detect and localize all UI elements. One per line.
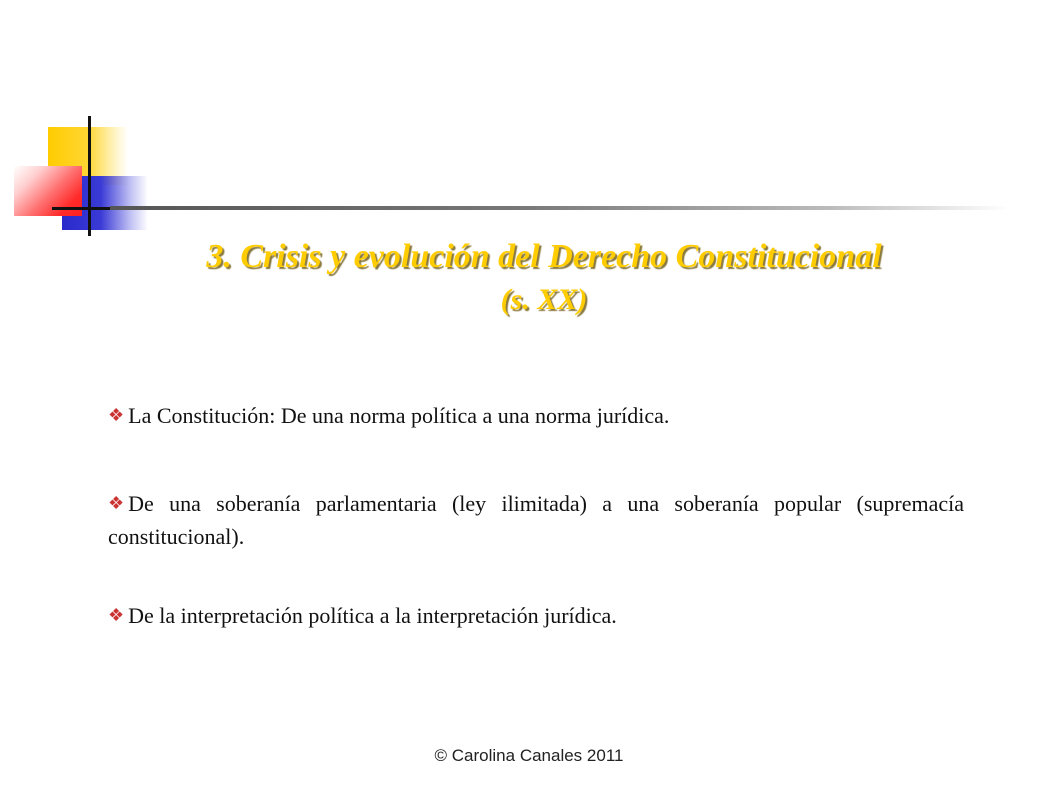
slide-title bbox=[90, 232, 998, 318]
bullet-item bbox=[108, 488, 964, 553]
slide-title-line2: (s. XX) bbox=[500, 283, 588, 316]
decorative-short-line bbox=[52, 207, 112, 210]
bullet-text: La Constitución: De una norma política a una norma jurídica. bbox=[128, 403, 670, 428]
diamond-bullet-icon: ❖ bbox=[108, 605, 125, 625]
slide-title-line1: 3. Crisis y evolución del Derecho Constitucional bbox=[206, 238, 882, 275]
bullet-item bbox=[108, 600, 964, 633]
bullet-item bbox=[108, 400, 964, 433]
footer-copyright: © Carolina Canales 2011 bbox=[434, 746, 624, 765]
title-divider-line bbox=[110, 206, 1010, 210]
decorative-vertical-line bbox=[88, 116, 91, 236]
bullet-text: De una soberanía parlamentaria (ley ilimitada) a una soberanía popular (supremacía constitucional). bbox=[108, 491, 964, 549]
diamond-bullet-icon: ❖ bbox=[108, 493, 125, 513]
bullet-text: De la interpretación política a la interpretación jurídica. bbox=[128, 603, 617, 628]
diamond-bullet-icon: ❖ bbox=[108, 405, 125, 425]
